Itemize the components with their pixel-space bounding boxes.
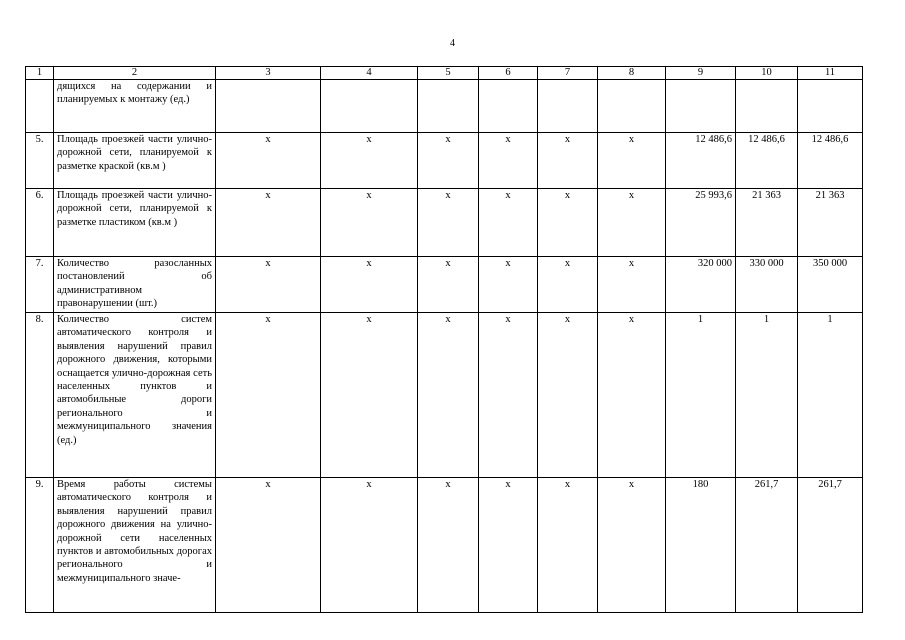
col-header: 7 xyxy=(538,67,598,80)
cell-value: 12 486,6 xyxy=(666,133,736,189)
cell-value xyxy=(798,80,863,133)
row-number: 8. xyxy=(26,313,54,478)
cell-mark: х xyxy=(321,189,418,257)
cell-mark: х xyxy=(479,133,538,189)
table-row xyxy=(26,313,863,478)
cell-mark xyxy=(321,80,418,133)
row-number: 9. xyxy=(26,478,54,613)
cell-value: 21 363 xyxy=(798,189,863,257)
cell-value: 21 363 xyxy=(736,189,798,257)
cell-value: 1 xyxy=(666,313,736,478)
col-header: 9 xyxy=(666,67,736,80)
cell-mark xyxy=(479,80,538,133)
row-number xyxy=(26,80,54,133)
cell-mark: х xyxy=(418,257,479,313)
table-row xyxy=(26,478,863,613)
cell-mark: х xyxy=(538,189,598,257)
cell-value xyxy=(666,80,736,133)
data-table xyxy=(25,66,863,613)
row-number: 7. xyxy=(26,257,54,313)
row-label: Количество разосланных постановлений об административном правонарушении (шт.) xyxy=(54,257,216,313)
table-row xyxy=(26,133,863,189)
cell-value: 261,7 xyxy=(798,478,863,613)
cell-value: 12 486,6 xyxy=(798,133,863,189)
cell-value: 350 000 xyxy=(798,257,863,313)
col-header: 8 xyxy=(598,67,666,80)
cell-value: 1 xyxy=(736,313,798,478)
header-row xyxy=(26,67,863,80)
col-header: 1 xyxy=(26,67,54,80)
cell-mark: х xyxy=(538,313,598,478)
cell-mark: х xyxy=(538,257,598,313)
cell-value: 180 xyxy=(666,478,736,613)
col-header: 11 xyxy=(798,67,863,80)
cell-mark xyxy=(598,80,666,133)
row-label: дящихся на содержании и планируемых к монтажу (ед.) xyxy=(54,80,216,133)
col-header: 4 xyxy=(321,67,418,80)
cell-mark: х xyxy=(598,189,666,257)
cell-mark xyxy=(216,80,321,133)
table-row xyxy=(26,257,863,313)
cell-mark xyxy=(538,80,598,133)
row-number: 6. xyxy=(26,189,54,257)
cell-mark: х xyxy=(321,133,418,189)
cell-value xyxy=(736,80,798,133)
cell-mark: х xyxy=(598,478,666,613)
row-label: Количество систем автоматического контроля и выявления нарушений правил дорожного движения, которыми оснащается улично-дорожная сеть населенных пунктов и автомобильные дороги регионального и межмуниципального значения (ед.) xyxy=(54,313,216,478)
cell-mark: х xyxy=(479,478,538,613)
page-number: 4 xyxy=(450,38,455,49)
cell-mark: х xyxy=(538,478,598,613)
cell-mark: х xyxy=(538,133,598,189)
row-label: Площадь проезжей части улично-дорожной сети, планируемой к разметке пластиком (кв.м ) xyxy=(54,189,216,257)
cell-mark: х xyxy=(479,189,538,257)
cell-mark: х xyxy=(479,313,538,478)
col-header: 10 xyxy=(736,67,798,80)
cell-mark: х xyxy=(216,478,321,613)
cell-value: 320 000 xyxy=(666,257,736,313)
col-header: 3 xyxy=(216,67,321,80)
cell-mark: х xyxy=(321,257,418,313)
cell-value: 12 486,6 xyxy=(736,133,798,189)
cell-mark: х xyxy=(321,478,418,613)
row-number: 5. xyxy=(26,133,54,189)
col-header: 5 xyxy=(418,67,479,80)
cell-mark: х xyxy=(418,313,479,478)
cell-value: 261,7 xyxy=(736,478,798,613)
cell-mark: х xyxy=(418,478,479,613)
col-header: 6 xyxy=(479,67,538,80)
cell-mark xyxy=(418,80,479,133)
cell-mark: х xyxy=(479,257,538,313)
cell-value: 330 000 xyxy=(736,257,798,313)
cell-value: 25 993,6 xyxy=(666,189,736,257)
cell-mark: х xyxy=(598,133,666,189)
cell-mark: х xyxy=(216,257,321,313)
row-label: Площадь проезжей части улично-дорожной сети, планируемой к разметке краской (кв.м ) xyxy=(54,133,216,189)
cell-mark: х xyxy=(418,133,479,189)
cell-mark: х xyxy=(598,257,666,313)
cell-value: 1 xyxy=(798,313,863,478)
cell-mark: х xyxy=(598,313,666,478)
cell-mark: х xyxy=(418,189,479,257)
table-row xyxy=(26,189,863,257)
cell-mark: х xyxy=(216,313,321,478)
cell-mark: х xyxy=(216,189,321,257)
table-row xyxy=(26,80,863,133)
cell-mark: х xyxy=(216,133,321,189)
row-label: Время работы системы автоматического контроля и выявления нарушений правил дорожного движения на улично-дорожной сети населенных пунктов и автомобильных дорогах регионального и межмуниципального значе- xyxy=(54,478,216,613)
col-header: 2 xyxy=(54,67,216,80)
cell-mark: х xyxy=(321,313,418,478)
